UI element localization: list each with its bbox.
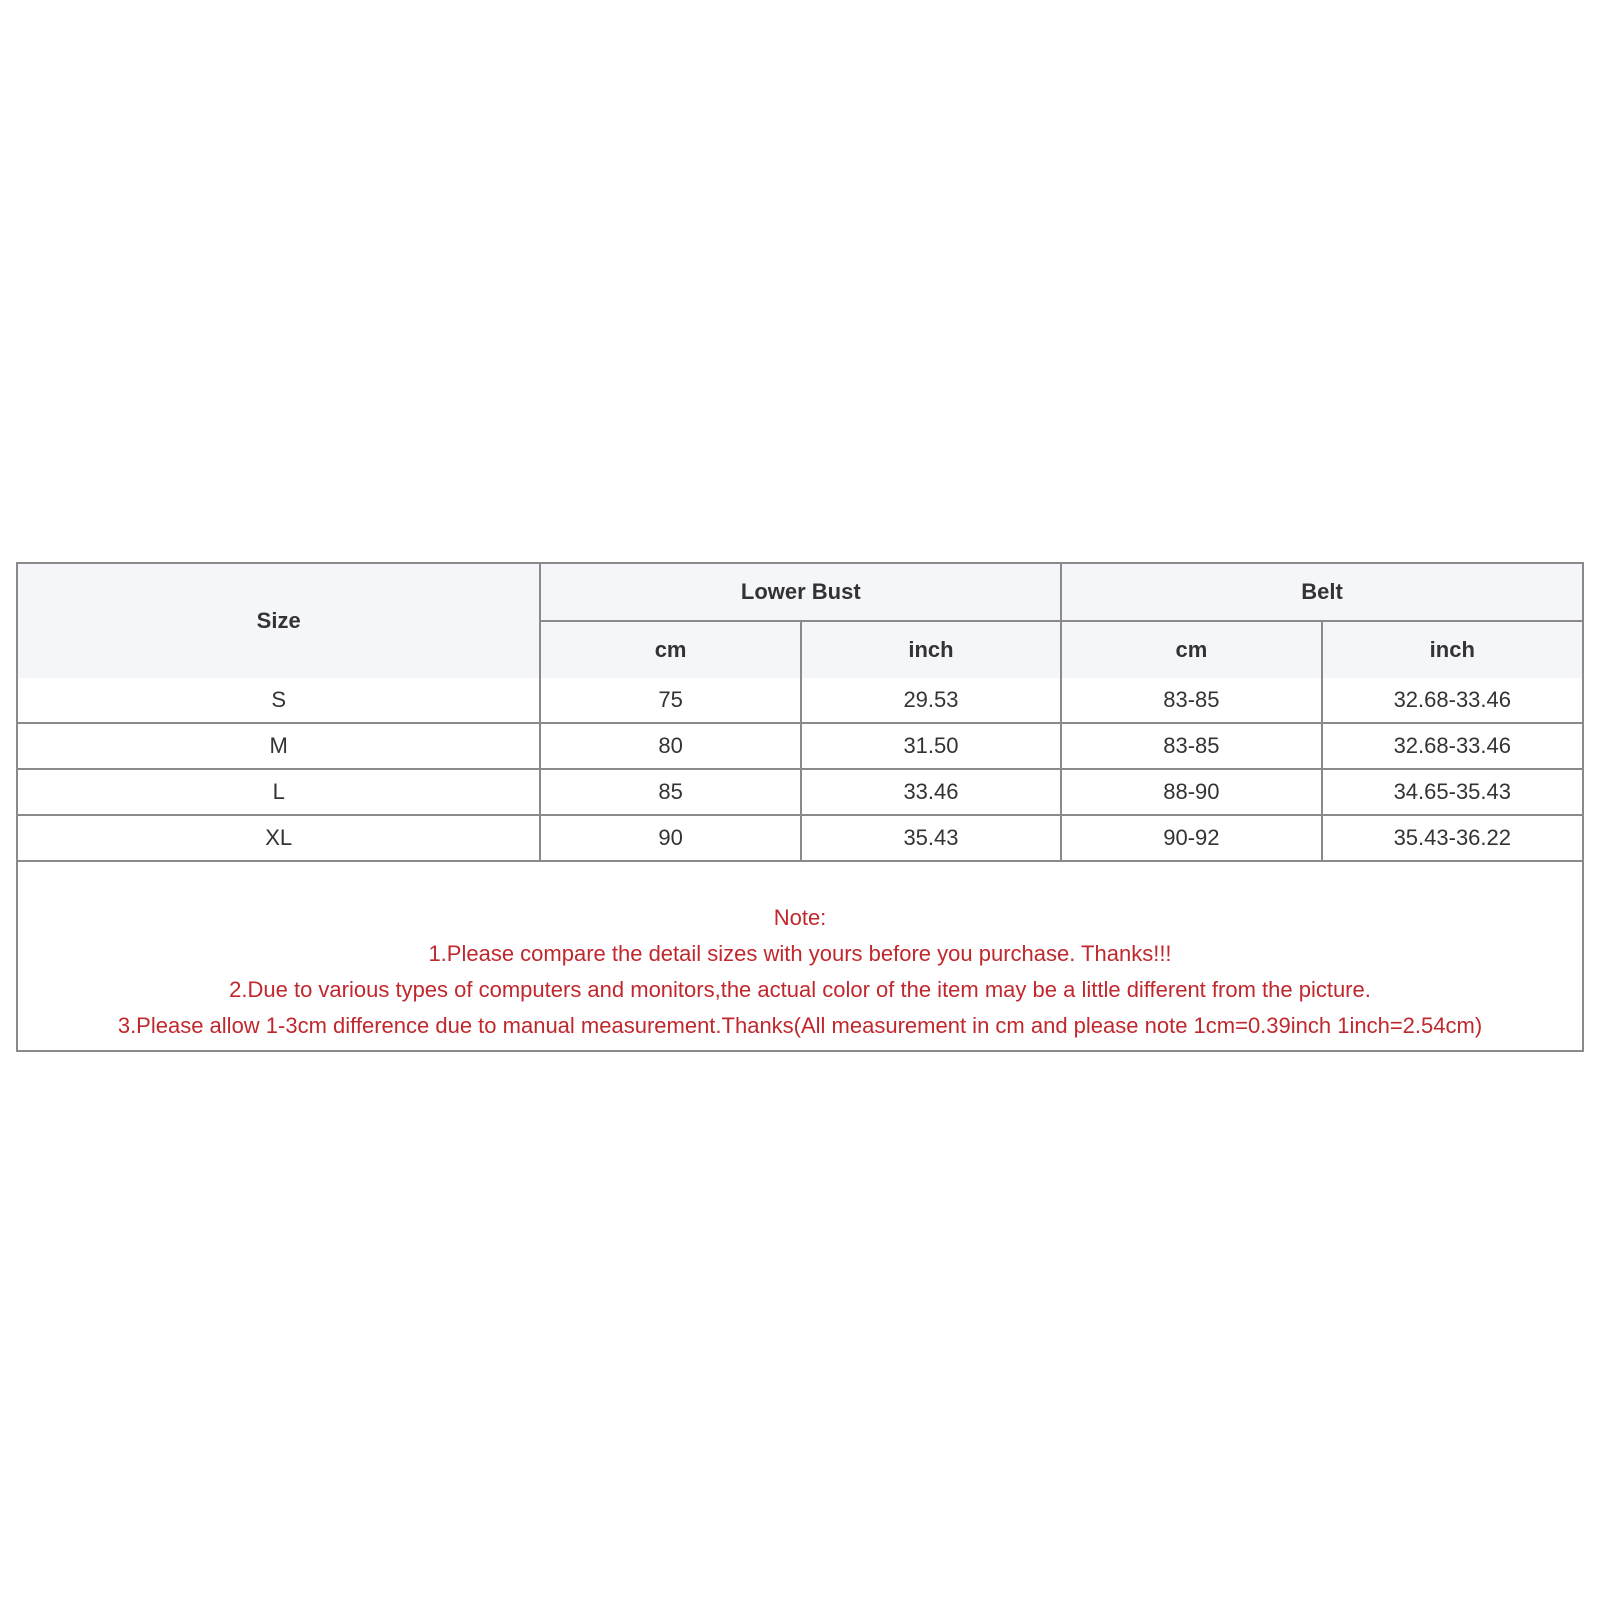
lower-bust-inch-cell: 33.46: [801, 769, 1061, 815]
belt-cm-cell: 83-85: [1061, 723, 1321, 769]
table-row: [18, 678, 1582, 723]
size-chart: [16, 562, 1584, 1052]
table-row: [18, 769, 1582, 815]
belt-cm-cell: 83-85: [1061, 678, 1321, 723]
belt-cm-cell: 88-90: [1061, 769, 1321, 815]
note-title: Note:: [773, 905, 827, 930]
belt-cm-cell: 90-92: [1061, 815, 1321, 861]
note-line-3: 3.Please allow 1-3cm difference due to manual measurement.Thanks(All measurement in cm and please note 1cm=0.39inch 1inch=2.54cm): [117, 1013, 1483, 1038]
note-line-2: 2.Due to various types of computers and monitors,the actual color of the item may be a little different from the picture.: [229, 977, 1371, 1002]
belt-cm-header: cm: [1061, 621, 1321, 678]
lower-bust-cm-header: cm: [540, 621, 800, 678]
notes-section: [18, 862, 1582, 1050]
lower-bust-inch-header: inch: [801, 621, 1061, 678]
belt-inch-cell: 34.65-35.43: [1322, 769, 1582, 815]
size-cell: XL: [18, 815, 540, 861]
header-row-groups: [18, 564, 1582, 621]
size-cell: L: [18, 769, 540, 815]
lower-bust-inch-cell: 29.53: [801, 678, 1061, 723]
lower-bust-cm-cell: 75: [540, 678, 800, 723]
table-row: [18, 723, 1582, 769]
note-line-1: 1.Please compare the detail sizes with yours before you purchase. Thanks!!!: [428, 941, 1172, 966]
belt-inch-cell: 32.68-33.46: [1322, 723, 1582, 769]
lower-bust-cm-cell: 85: [540, 769, 800, 815]
size-table: [18, 564, 1582, 862]
belt-inch-cell: 35.43-36.22: [1322, 815, 1582, 861]
belt-inch-cell: 32.68-33.46: [1322, 678, 1582, 723]
table-row: [18, 815, 1582, 861]
lower-bust-header: Lower Bust: [540, 564, 1061, 621]
lower-bust-inch-cell: 35.43: [801, 815, 1061, 861]
lower-bust-cm-cell: 80: [540, 723, 800, 769]
lower-bust-cm-cell: 90: [540, 815, 800, 861]
size-cell: S: [18, 678, 540, 723]
size-cell: M: [18, 723, 540, 769]
belt-inch-header: inch: [1322, 621, 1582, 678]
size-column-header: Size: [18, 564, 540, 678]
belt-header: Belt: [1061, 564, 1582, 621]
lower-bust-inch-cell: 31.50: [801, 723, 1061, 769]
